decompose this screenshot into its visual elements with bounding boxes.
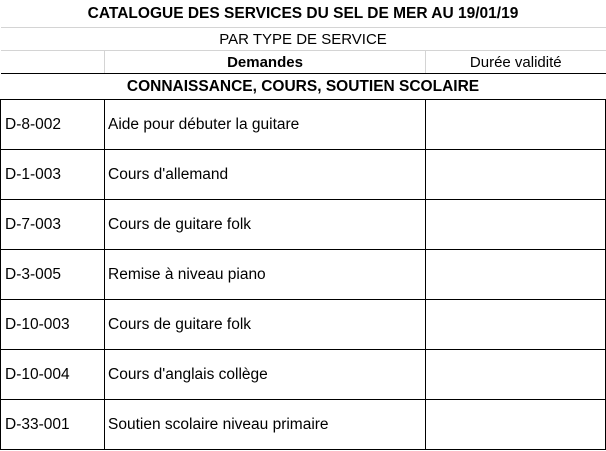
service-code-cell[interactable]: D-7-003 bbox=[1, 200, 105, 250]
table-row bbox=[1, 250, 606, 300]
column-header-code[interactable] bbox=[1, 51, 105, 74]
service-duree-cell[interactable] bbox=[426, 100, 606, 150]
table-row bbox=[1, 200, 606, 250]
catalogue-subtitle[interactable]: PAR TYPE DE SERVICE bbox=[1, 28, 606, 51]
table-row bbox=[1, 150, 606, 200]
service-duree-cell[interactable] bbox=[426, 400, 606, 450]
service-duree-cell[interactable] bbox=[426, 150, 606, 200]
service-code-cell[interactable]: D-10-003 bbox=[1, 300, 105, 350]
section-row bbox=[1, 74, 606, 100]
table-row bbox=[1, 350, 606, 400]
service-demande-cell[interactable]: Cours d'allemand bbox=[105, 150, 426, 200]
table-row bbox=[1, 300, 606, 350]
column-header-demandes[interactable]: Demandes bbox=[105, 51, 426, 74]
service-duree-cell[interactable] bbox=[426, 300, 606, 350]
column-header-duree-validite[interactable]: Durée validité bbox=[426, 51, 606, 74]
service-duree-cell[interactable] bbox=[426, 200, 606, 250]
service-demande-cell[interactable]: Cours d'anglais collège bbox=[105, 350, 426, 400]
title-row bbox=[1, 0, 606, 28]
column-header-row bbox=[1, 51, 606, 74]
subtitle-row bbox=[1, 28, 606, 51]
catalogue-title[interactable]: CATALOGUE DES SERVICES DU SEL DE MER AU 19/01/19 bbox=[1, 0, 606, 28]
service-duree-cell[interactable] bbox=[426, 250, 606, 300]
section-title[interactable]: CONNAISSANCE, COURS, SOUTIEN SCOLAIRE bbox=[1, 74, 606, 100]
service-code-cell[interactable]: D-8-002 bbox=[1, 100, 105, 150]
service-demande-cell[interactable]: Remise à niveau piano bbox=[105, 250, 426, 300]
table-row bbox=[1, 400, 606, 450]
service-duree-cell[interactable] bbox=[426, 350, 606, 400]
service-demande-cell[interactable]: Aide pour débuter la guitare bbox=[105, 100, 426, 150]
service-demande-cell[interactable]: Cours de guitare folk bbox=[105, 300, 426, 350]
service-demande-cell[interactable]: Soutien scolaire niveau primaire bbox=[105, 400, 426, 450]
service-demande-cell[interactable]: Cours de guitare folk bbox=[105, 200, 426, 250]
service-code-cell[interactable]: D-10-004 bbox=[1, 350, 105, 400]
service-code-cell[interactable]: D-1-003 bbox=[1, 150, 105, 200]
service-code-cell[interactable]: D-33-001 bbox=[1, 400, 105, 450]
service-code-cell[interactable]: D-3-005 bbox=[1, 250, 105, 300]
table-row bbox=[1, 100, 606, 150]
